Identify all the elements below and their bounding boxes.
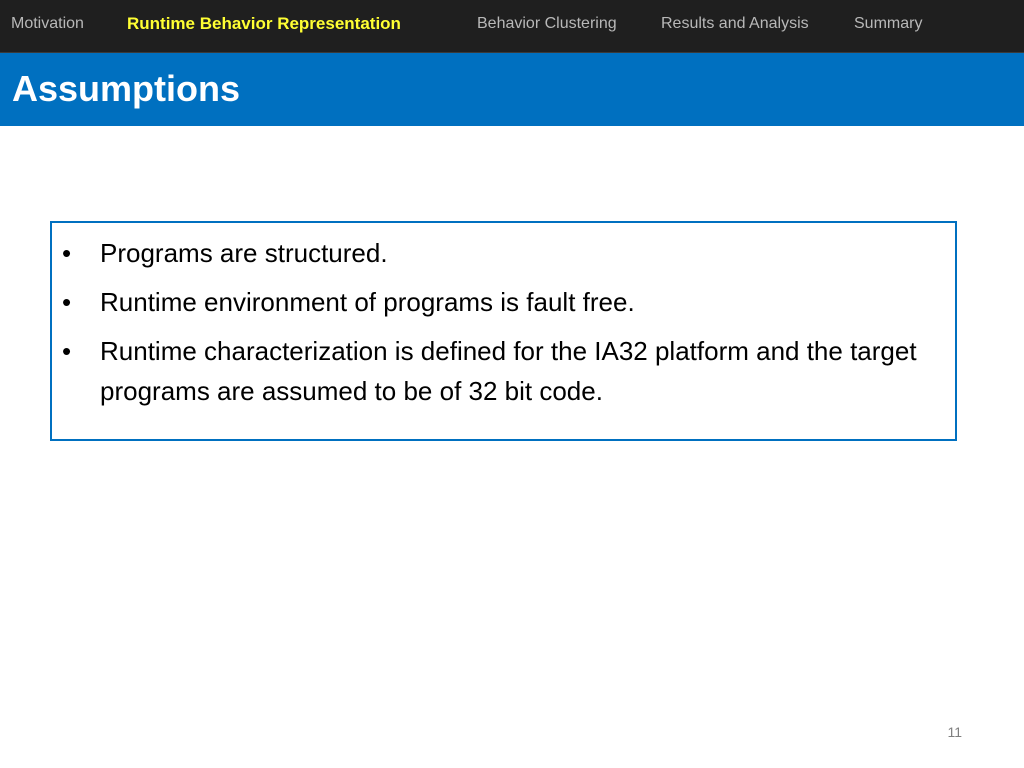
- bullet-list: [52, 223, 955, 411]
- bullet-item: [62, 331, 935, 411]
- bullet-marker: •: [62, 287, 72, 317]
- nav-item-summary[interactable]: Summary: [854, 15, 923, 32]
- bullet-item: [62, 282, 935, 322]
- assumptions-box: [50, 221, 957, 441]
- title-bar: [0, 53, 1024, 126]
- bullet-text: Programs are structured.: [100, 238, 388, 268]
- bullet-text: Runtime characterization is defined for the IA32 platform and the target programs are assumed to be of 32 bit code.: [100, 336, 917, 406]
- nav-item-behavior-clustering[interactable]: Behavior Clustering: [477, 15, 617, 32]
- nav-item-motivation[interactable]: Motivation: [11, 15, 84, 32]
- bullet-item: [62, 233, 935, 273]
- bullet-marker: •: [62, 336, 72, 366]
- section-nav-bar: [0, 0, 1024, 53]
- bullet-text: Runtime environment of programs is fault free.: [100, 287, 635, 317]
- nav-item-results-and-analysis[interactable]: Results and Analysis: [661, 15, 809, 32]
- bullet-marker: •: [62, 238, 72, 268]
- page-number: 11: [947, 724, 962, 740]
- slide-title: Assumptions: [12, 68, 241, 109]
- nav-item-runtime-behavior-representation[interactable]: Runtime Behavior Representation: [127, 14, 401, 33]
